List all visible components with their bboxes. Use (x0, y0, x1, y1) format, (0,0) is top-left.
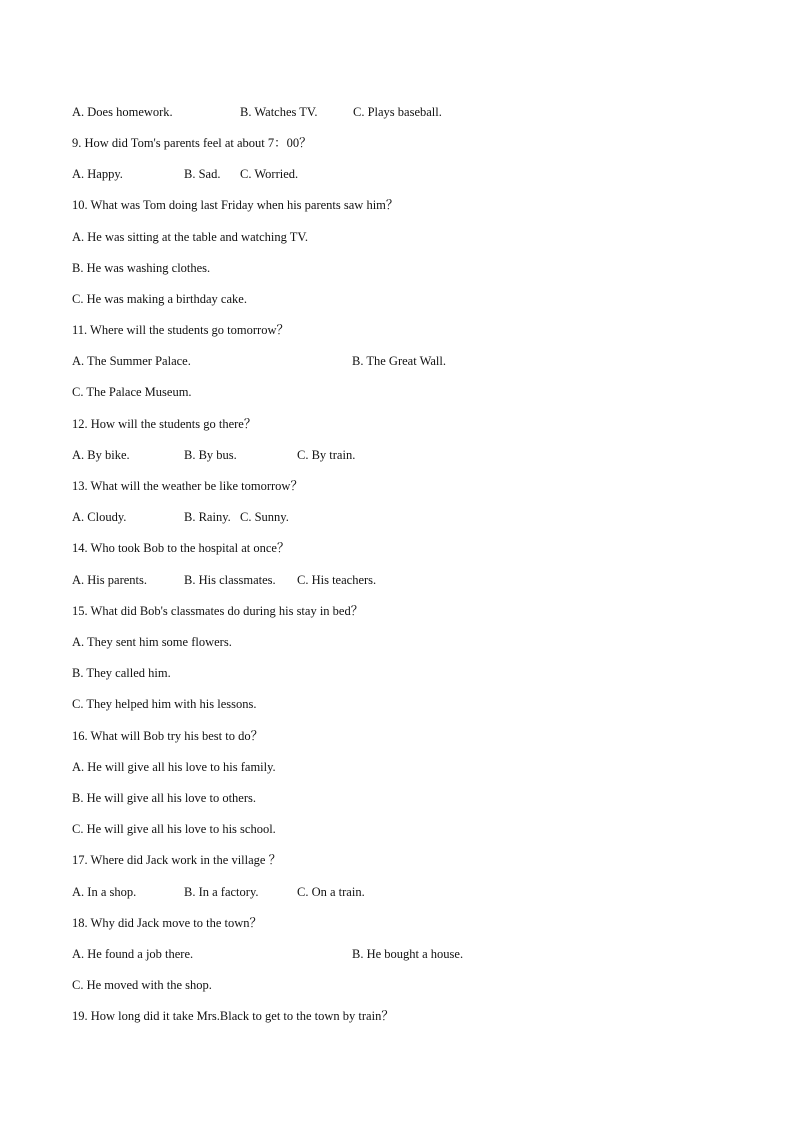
question-9: 9. How did Tom's parents feel at about 7：00？ (72, 136, 312, 150)
q14-option-b: B. His classmates. (184, 573, 276, 587)
q9-option-c: C. Worried. (240, 167, 299, 181)
q15-option-a: A. They sent him some flowers. (72, 635, 232, 649)
q14-option-c: C. His teachers. (297, 573, 377, 587)
q13-option-a: A. Cloudy. (72, 510, 127, 524)
question-15: 15. What did Bob's classmates do during his stay in bed？ (72, 604, 364, 618)
q18-option-c: C. He moved with the shop. (72, 978, 212, 992)
question-14: 14. Who took Bob to the hospital at once？ (72, 541, 290, 555)
q9-option-b: B. Sad. (184, 167, 221, 181)
q17-option-b: B. In a factory. (184, 885, 259, 899)
q10-option-a: A. He was sitting at the table and watching TV. (72, 230, 308, 244)
q11-option-b: B. The Great Wall. (352, 354, 446, 368)
q10-option-b: B. He was washing clothes. (72, 261, 211, 275)
q15-option-c: C. They helped him with his lessons. (72, 697, 257, 711)
question-16: 16. What will Bob try his best to do？ (72, 729, 264, 743)
question-19: 19. How long did it take Mrs.Black to get to the town by train？ (72, 1009, 394, 1023)
q13-option-b: B. Rainy. (184, 510, 231, 524)
q12-option-b: B. By bus. (184, 448, 237, 462)
q11-option-c: C. The Palace Museum. (72, 385, 192, 399)
question-13: 13. What will the weather be like tomorrow？ (72, 479, 303, 493)
q16-option-a: A. He will give all his love to his family. (72, 760, 276, 774)
q17-option-a: A. In a shop. (72, 885, 137, 899)
q8-option-a: A. Does homework. (72, 105, 173, 119)
q9-option-a: A. Happy. (72, 167, 123, 181)
q8-option-b: B. Watches TV. (240, 105, 318, 119)
question-18: 18. Why did Jack move to the town？ (72, 916, 263, 930)
q15-option-b: B. They called him. (72, 666, 171, 680)
question-17: 17. Where did Jack work in the village ？ (72, 853, 282, 867)
q18-option-b: B. He bought a house. (352, 947, 464, 961)
q12-option-c: C. By train. (297, 448, 356, 462)
question-12: 12. How will the students go there？ (72, 417, 257, 431)
q8-option-c: C. Plays baseball. (353, 105, 442, 119)
q12-option-a: A. By bike. (72, 448, 130, 462)
q18-option-a: A. He found a job there. (72, 947, 194, 961)
q16-option-b: B. He will give all his love to others. (72, 791, 257, 805)
q17-option-c: C. On a train. (297, 885, 365, 899)
q11-option-a: A. The Summer Palace. (72, 354, 191, 368)
q10-option-c: C. He was making a birthday cake. (72, 292, 247, 306)
question-10: 10. What was Tom doing last Friday when his parents saw him？ (72, 198, 399, 212)
question-11: 11. Where will the students go tomorrow？ (72, 323, 289, 337)
q13-option-c: C. Sunny. (240, 510, 289, 524)
q16-option-c: C. He will give all his love to his school. (72, 822, 276, 836)
q14-option-a: A. His parents. (72, 573, 147, 587)
